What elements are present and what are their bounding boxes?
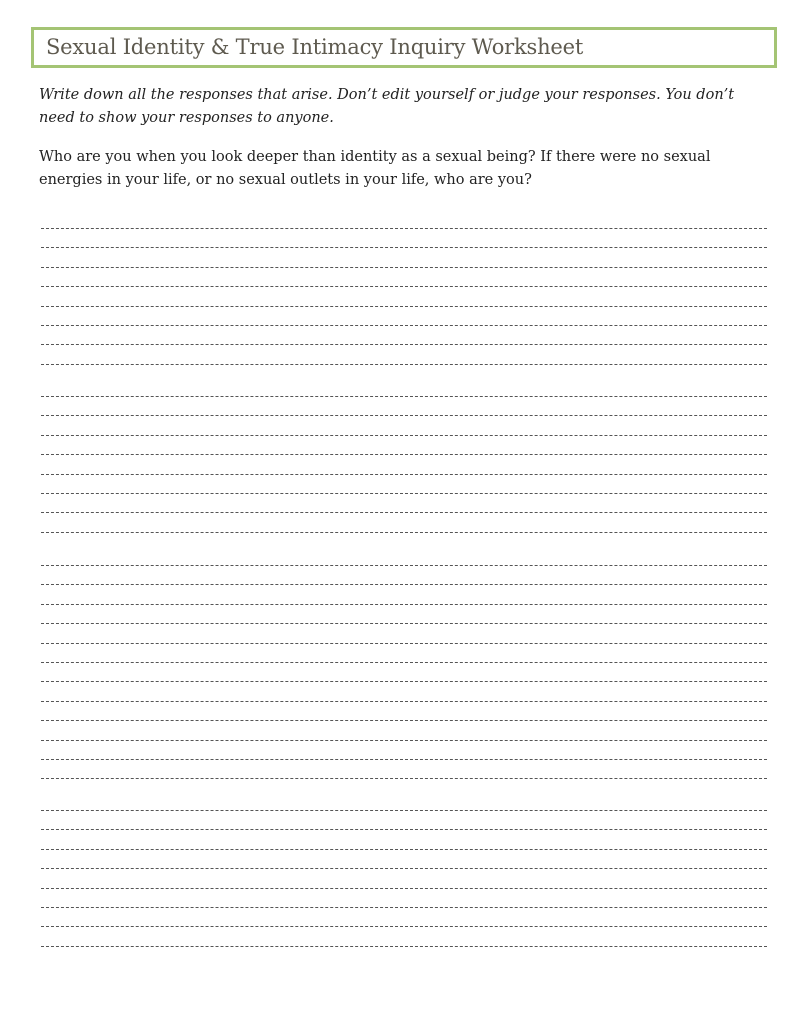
answer-line[interactable]: [41, 926, 767, 927]
answer-line[interactable]: [41, 849, 767, 850]
answer-line[interactable]: [41, 267, 767, 268]
answer-line[interactable]: [41, 604, 767, 605]
answer-line[interactable]: [41, 868, 767, 869]
answer-line[interactable]: [41, 681, 767, 682]
answer-line[interactable]: [41, 396, 767, 397]
answer-line[interactable]: [41, 946, 767, 947]
answer-line[interactable]: [41, 759, 767, 760]
answer-line[interactable]: [41, 344, 767, 345]
title-box: [31, 27, 777, 68]
page-title: Sexual Identity & True Intimacy Inquiry Worksheet: [46, 35, 584, 59]
answer-line[interactable]: [41, 662, 767, 663]
answer-line[interactable]: [41, 888, 767, 889]
answer-line[interactable]: [41, 247, 767, 248]
answer-line[interactable]: [41, 532, 767, 533]
answer-line[interactable]: [41, 286, 767, 287]
question-prompt: Who are you when you look deeper than identity as a sexual being? If there were no sexual energies in your life, or no sexual outlets in your life, who are you?: [39, 149, 711, 188]
answer-line[interactable]: [41, 623, 767, 624]
answer-line[interactable]: [41, 778, 767, 779]
answer-line[interactable]: [41, 364, 767, 365]
answer-line[interactable]: [41, 740, 767, 741]
answer-line[interactable]: [41, 493, 767, 494]
answer-line[interactable]: [41, 643, 767, 644]
instructions-text: Write down all the responses that arise. Don’t edit yourself or judge your responses. You don’t need to show your responses to anyone.: [39, 87, 735, 126]
answer-line[interactable]: [41, 701, 767, 702]
answer-line[interactable]: [41, 325, 767, 326]
answer-line[interactable]: [41, 435, 767, 436]
answer-line[interactable]: [41, 584, 767, 585]
answer-line[interactable]: [41, 810, 767, 811]
answer-line[interactable]: [41, 720, 767, 721]
answer-line[interactable]: [41, 512, 767, 513]
answer-line[interactable]: [41, 565, 767, 566]
answer-line[interactable]: [41, 454, 767, 455]
answer-line[interactable]: [41, 907, 767, 908]
answer-line[interactable]: [41, 415, 767, 416]
answer-line[interactable]: [41, 306, 767, 307]
answer-line[interactable]: [41, 474, 767, 475]
answer-line[interactable]: [41, 829, 767, 830]
answer-line[interactable]: [41, 228, 767, 229]
